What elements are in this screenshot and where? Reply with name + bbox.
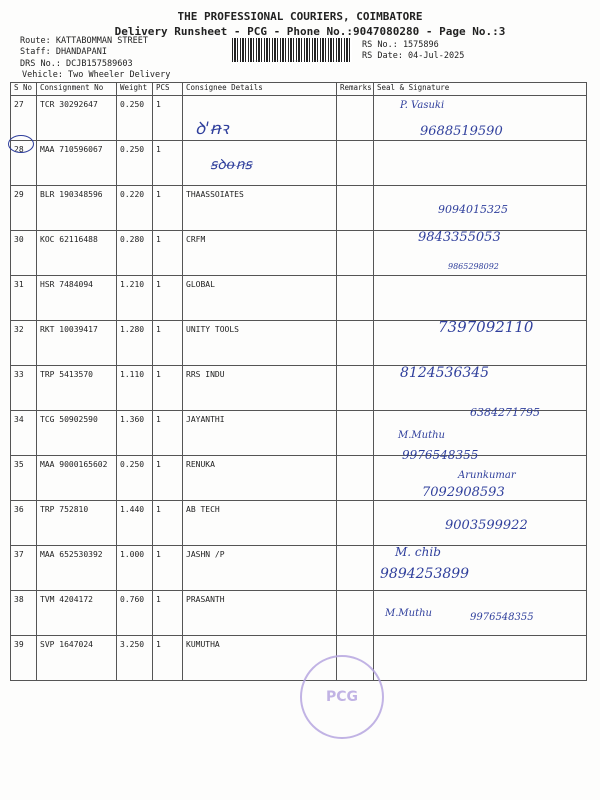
cell-sno: 38 <box>11 591 37 636</box>
cell-pcs: 1 <box>153 591 183 636</box>
cell-consignee <box>183 141 337 186</box>
cell-consignment-no: TRP 5413570 <box>37 366 117 411</box>
cell-sno: 34 <box>11 411 37 456</box>
sig3-phone: 9094015325 <box>438 203 508 216</box>
cell-remarks <box>337 186 374 231</box>
sig6-phone: 7397092110 <box>438 318 534 336</box>
sig9-phone: 9976548355 <box>402 448 479 462</box>
cell-remarks <box>337 591 374 636</box>
cell-weight: 3.250 <box>117 636 153 681</box>
sig8-phone: 6384271795 <box>470 406 540 419</box>
cell-remarks <box>337 456 374 501</box>
cell-consignee: JASHN /P <box>183 546 337 591</box>
header-weight: Weight <box>117 83 153 96</box>
table-row <box>11 546 587 591</box>
sig1-phone: 9688519590 <box>420 124 503 139</box>
sig5-phone: 9865298092 <box>448 262 499 271</box>
drs-text: DRS No.: DCJB157589603 <box>20 59 133 69</box>
cell-pcs: 1 <box>153 186 183 231</box>
cell-sno: 35 <box>11 456 37 501</box>
sig1-name: P. Vasuki <box>400 100 445 111</box>
cell-consignment-no: TCR 30292647 <box>37 96 117 141</box>
cell-sno: 37 <box>11 546 37 591</box>
sig7-phone: 8124536345 <box>400 365 490 381</box>
cell-weight: 1.440 <box>117 501 153 546</box>
cell-sno: 30 <box>11 231 37 276</box>
cell-consignee: RRS INDU <box>183 366 337 411</box>
route-text: Route: KATTABOMMAN STREET <box>20 36 148 46</box>
cell-consignment-no: TCG 50902590 <box>37 411 117 456</box>
cell-weight: 0.250 <box>117 456 153 501</box>
cell-consignee: UNITY TOOLS <box>183 321 337 366</box>
cell-remarks <box>337 96 374 141</box>
header-signature: Seal & Signature <box>374 83 587 96</box>
handwritten-mark: ꞩꝺꝋꞥꞩ <box>210 157 252 173</box>
header-consignment: Consignment No <box>37 83 117 96</box>
cell-sno: 31 <box>11 276 37 321</box>
cell-signature <box>374 276 587 321</box>
cell-pcs: 1 <box>153 321 183 366</box>
cell-sno: 28 <box>11 141 37 186</box>
cell-consignee: JAYANTHI <box>183 411 337 456</box>
cell-sno: 29 <box>11 186 37 231</box>
sig11-phone: 9003599922 <box>445 518 528 533</box>
sig10-phone: 7092908593 <box>422 485 505 500</box>
header-pcs: PCS <box>153 83 183 96</box>
cell-sno: 32 <box>11 321 37 366</box>
barcode <box>232 38 352 62</box>
cell-pcs: 1 <box>153 96 183 141</box>
sig12-phone: 9894253899 <box>380 566 470 582</box>
table-row <box>11 636 587 681</box>
cell-pcs: 1 <box>153 141 183 186</box>
cell-sno: 39 <box>11 636 37 681</box>
cell-consignment-no: RKT 10039417 <box>37 321 117 366</box>
table-row <box>11 141 587 186</box>
cell-remarks <box>337 321 374 366</box>
cell-weight: 0.280 <box>117 231 153 276</box>
sig12-name: M. chib <box>395 545 441 559</box>
header-sno: S No <box>11 83 37 96</box>
header-remarks: Remarks <box>337 83 374 96</box>
cell-pcs: 1 <box>153 456 183 501</box>
cell-remarks <box>337 546 374 591</box>
cell-consignment-no: TRP 752810 <box>37 501 117 546</box>
sig4-phone: 9843355053 <box>418 230 501 245</box>
cell-consignee: AB TECH <box>183 501 337 546</box>
cell-pcs: 1 <box>153 501 183 546</box>
cell-consignment-no: MAA 652530392 <box>37 546 117 591</box>
sig13-phone: 9976548355 <box>470 612 534 623</box>
staff-text: Staff: DHANDAPANI <box>20 47 107 57</box>
cell-consignee: THAASSOIATES <box>183 186 337 231</box>
cell-pcs: 1 <box>153 636 183 681</box>
cell-pcs: 1 <box>153 411 183 456</box>
cell-consignment-no: TVM 4204172 <box>37 591 117 636</box>
sig13-name: M.Muthu <box>385 608 432 619</box>
cell-remarks <box>337 366 374 411</box>
row-28-circle-mark <box>8 135 34 153</box>
sig10-name: Arunkumar <box>458 470 516 481</box>
cell-weight: 1.360 <box>117 411 153 456</box>
cell-weight: 1.280 <box>117 321 153 366</box>
cell-remarks <box>337 501 374 546</box>
cell-consignment-no: BLR 190348596 <box>37 186 117 231</box>
cell-pcs: 1 <box>153 546 183 591</box>
cell-signature <box>374 141 587 186</box>
cell-consignment-no: MAA 710596067 <box>37 141 117 186</box>
vehicle-text: Vehicle: Two Wheeler Delivery <box>22 70 171 80</box>
cell-consignee: GLOBAL <box>183 276 337 321</box>
cell-consignee: KUMUTHA <box>183 636 337 681</box>
cell-consignee: CRFM <box>183 231 337 276</box>
cell-sno: 36 <box>11 501 37 546</box>
cell-weight: 0.250 <box>117 96 153 141</box>
table-header-row <box>11 83 587 96</box>
cell-weight: 1.210 <box>117 276 153 321</box>
handwritten-mark: ꝺꞌꞥꝛ <box>195 119 229 139</box>
cell-remarks <box>337 141 374 186</box>
cell-pcs: 1 <box>153 231 183 276</box>
cell-remarks <box>337 411 374 456</box>
header-consignee: Consignee Details <box>183 83 337 96</box>
cell-weight: 0.220 <box>117 186 153 231</box>
runsheet-subtitle: Delivery Runsheet - PCG - Phone No.:9047080280 - Page No.:3 <box>114 25 506 38</box>
cell-pcs: 1 <box>153 276 183 321</box>
table-row <box>11 276 587 321</box>
cell-remarks <box>337 231 374 276</box>
pcg-stamp: PCG <box>300 655 384 739</box>
cell-sno: 33 <box>11 366 37 411</box>
cell-consignment-no: MAA 9000165602 <box>37 456 117 501</box>
rs-number: RS No.: 1575896 <box>362 40 439 50</box>
cell-weight: 1.110 <box>117 366 153 411</box>
sig9-name: M.Muthu <box>398 430 445 441</box>
cell-consignment-no: SVP 1647024 <box>37 636 117 681</box>
cell-weight: 1.000 <box>117 546 153 591</box>
cell-consignee: PRASANTH <box>183 591 337 636</box>
cell-sno: 27 <box>11 96 37 141</box>
runsheet-table <box>10 82 587 681</box>
cell-consignee: RENUKA <box>183 456 337 501</box>
rs-date: RS Date: 04-Jul-2025 <box>362 51 465 61</box>
cell-remarks <box>337 276 374 321</box>
cell-weight: 0.250 <box>117 141 153 186</box>
table-row <box>11 366 587 411</box>
company-title: THE PROFESSIONAL COURIERS, COIMBATORE <box>177 10 423 23</box>
cell-weight: 0.760 <box>117 591 153 636</box>
cell-signature <box>374 636 587 681</box>
cell-consignment-no: HSR 7484094 <box>37 276 117 321</box>
cell-pcs: 1 <box>153 366 183 411</box>
cell-consignment-no: KOC 62116488 <box>37 231 117 276</box>
